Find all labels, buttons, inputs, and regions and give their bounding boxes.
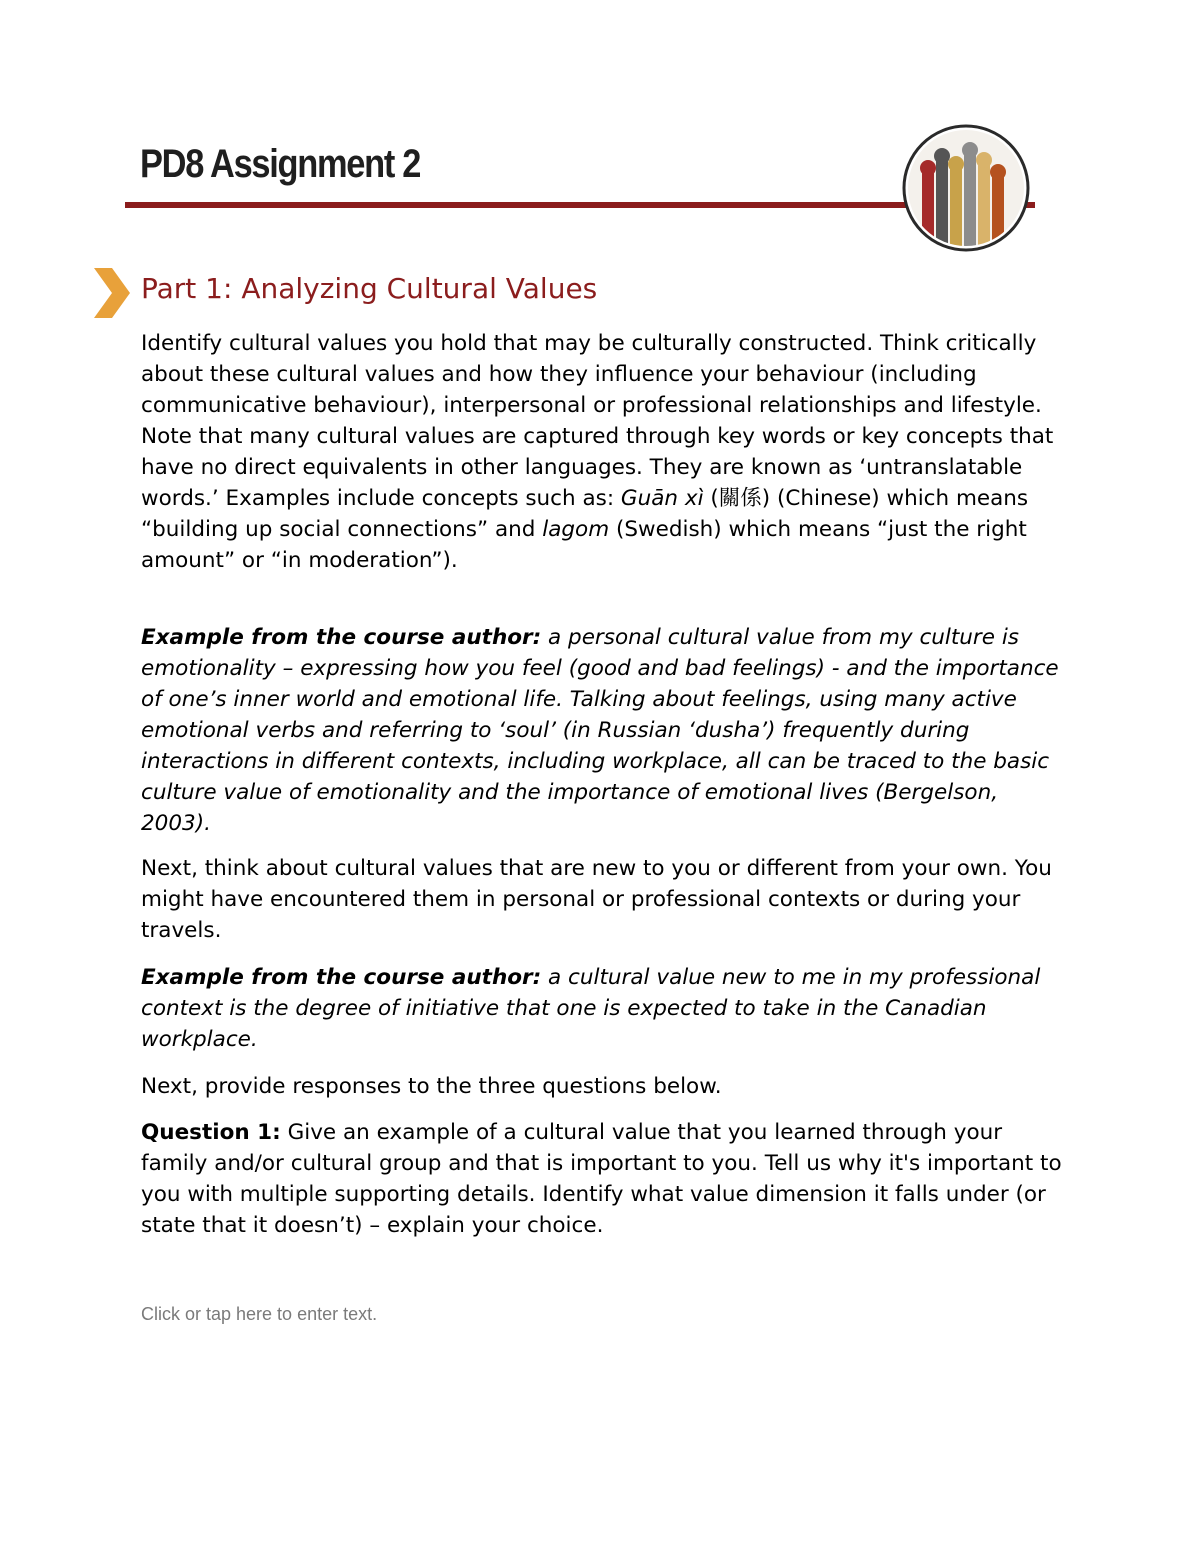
document-title: PD8 Assignment 2: [140, 142, 421, 186]
term-lagom: lagom: [542, 517, 610, 542]
question-1-label: Question 1:: [141, 1120, 281, 1145]
question-1-paragraph: Question 1: Give an example of a cultural value that you learned through your family and/or cultural group and that is important to you. Tell us why it's important to you with multiple supporting details. Identify what value dimension it falls under (or state that it doesn’t) – explain your choice.: [141, 1120, 1062, 1238]
example-paragraph-1: Example from the course author: a personal cultural value from my culture is emotionality – expressing how you feel (good and bad feelings) - and the importance of one’s inner world and emotional life. Talking about feelings, using many active emotional verbs and referring to ‘soul’ (in Russian ‘dusha’) frequently during interactions in different contexts, including workplace, all can be traced to the basic culture value of emotionality and the importance of emotional lives (Bergelson, 2003).: [141, 625, 1059, 836]
title-underline-rule: [125, 202, 1035, 208]
example-label: Example from the course author:: [141, 625, 542, 650]
example-paragraph-2: Example from the course author: a cultural value new to me in my professional context is the degree of initiative that one is expected to take in the Canadian workplace.: [141, 965, 1041, 1052]
chevron-right-icon: [92, 268, 132, 318]
answer-text-field[interactable]: Click or tap here to enter text.: [141, 1304, 378, 1324]
next-paragraph-1: Next, think about cultural values that are new to you or different from your own. You might have encountered them in personal or professional contexts or during your travels.: [141, 856, 1052, 943]
colorful-hands-circle-logo: [902, 124, 1030, 252]
term-guan-xi: Guān xì: [620, 486, 704, 511]
section-heading-part1: Part 1: Analyzing Cultural Values: [141, 272, 598, 305]
example-label: Example from the course author:: [141, 965, 542, 990]
intro-paragraph: Identify cultural values you hold that may be culturally constructed. Think critically about these cultural values and how they influence your behaviour (including communicative behaviour), interpersonal or professional relationships and lifestyle. Note that many cultural values are captured through key words or key concepts that have no direct equivalents in other languages. They are known as ‘untranslatable words.’ Examples include concepts such as: Guān xì (關係) (Chinese) which means “building up social connections” and lagom (Swedish) which means “just the right amount” or “in moderation”).: [141, 331, 1054, 573]
next-paragraph-2: Next, provide responses to the three questions below.: [141, 1074, 722, 1099]
